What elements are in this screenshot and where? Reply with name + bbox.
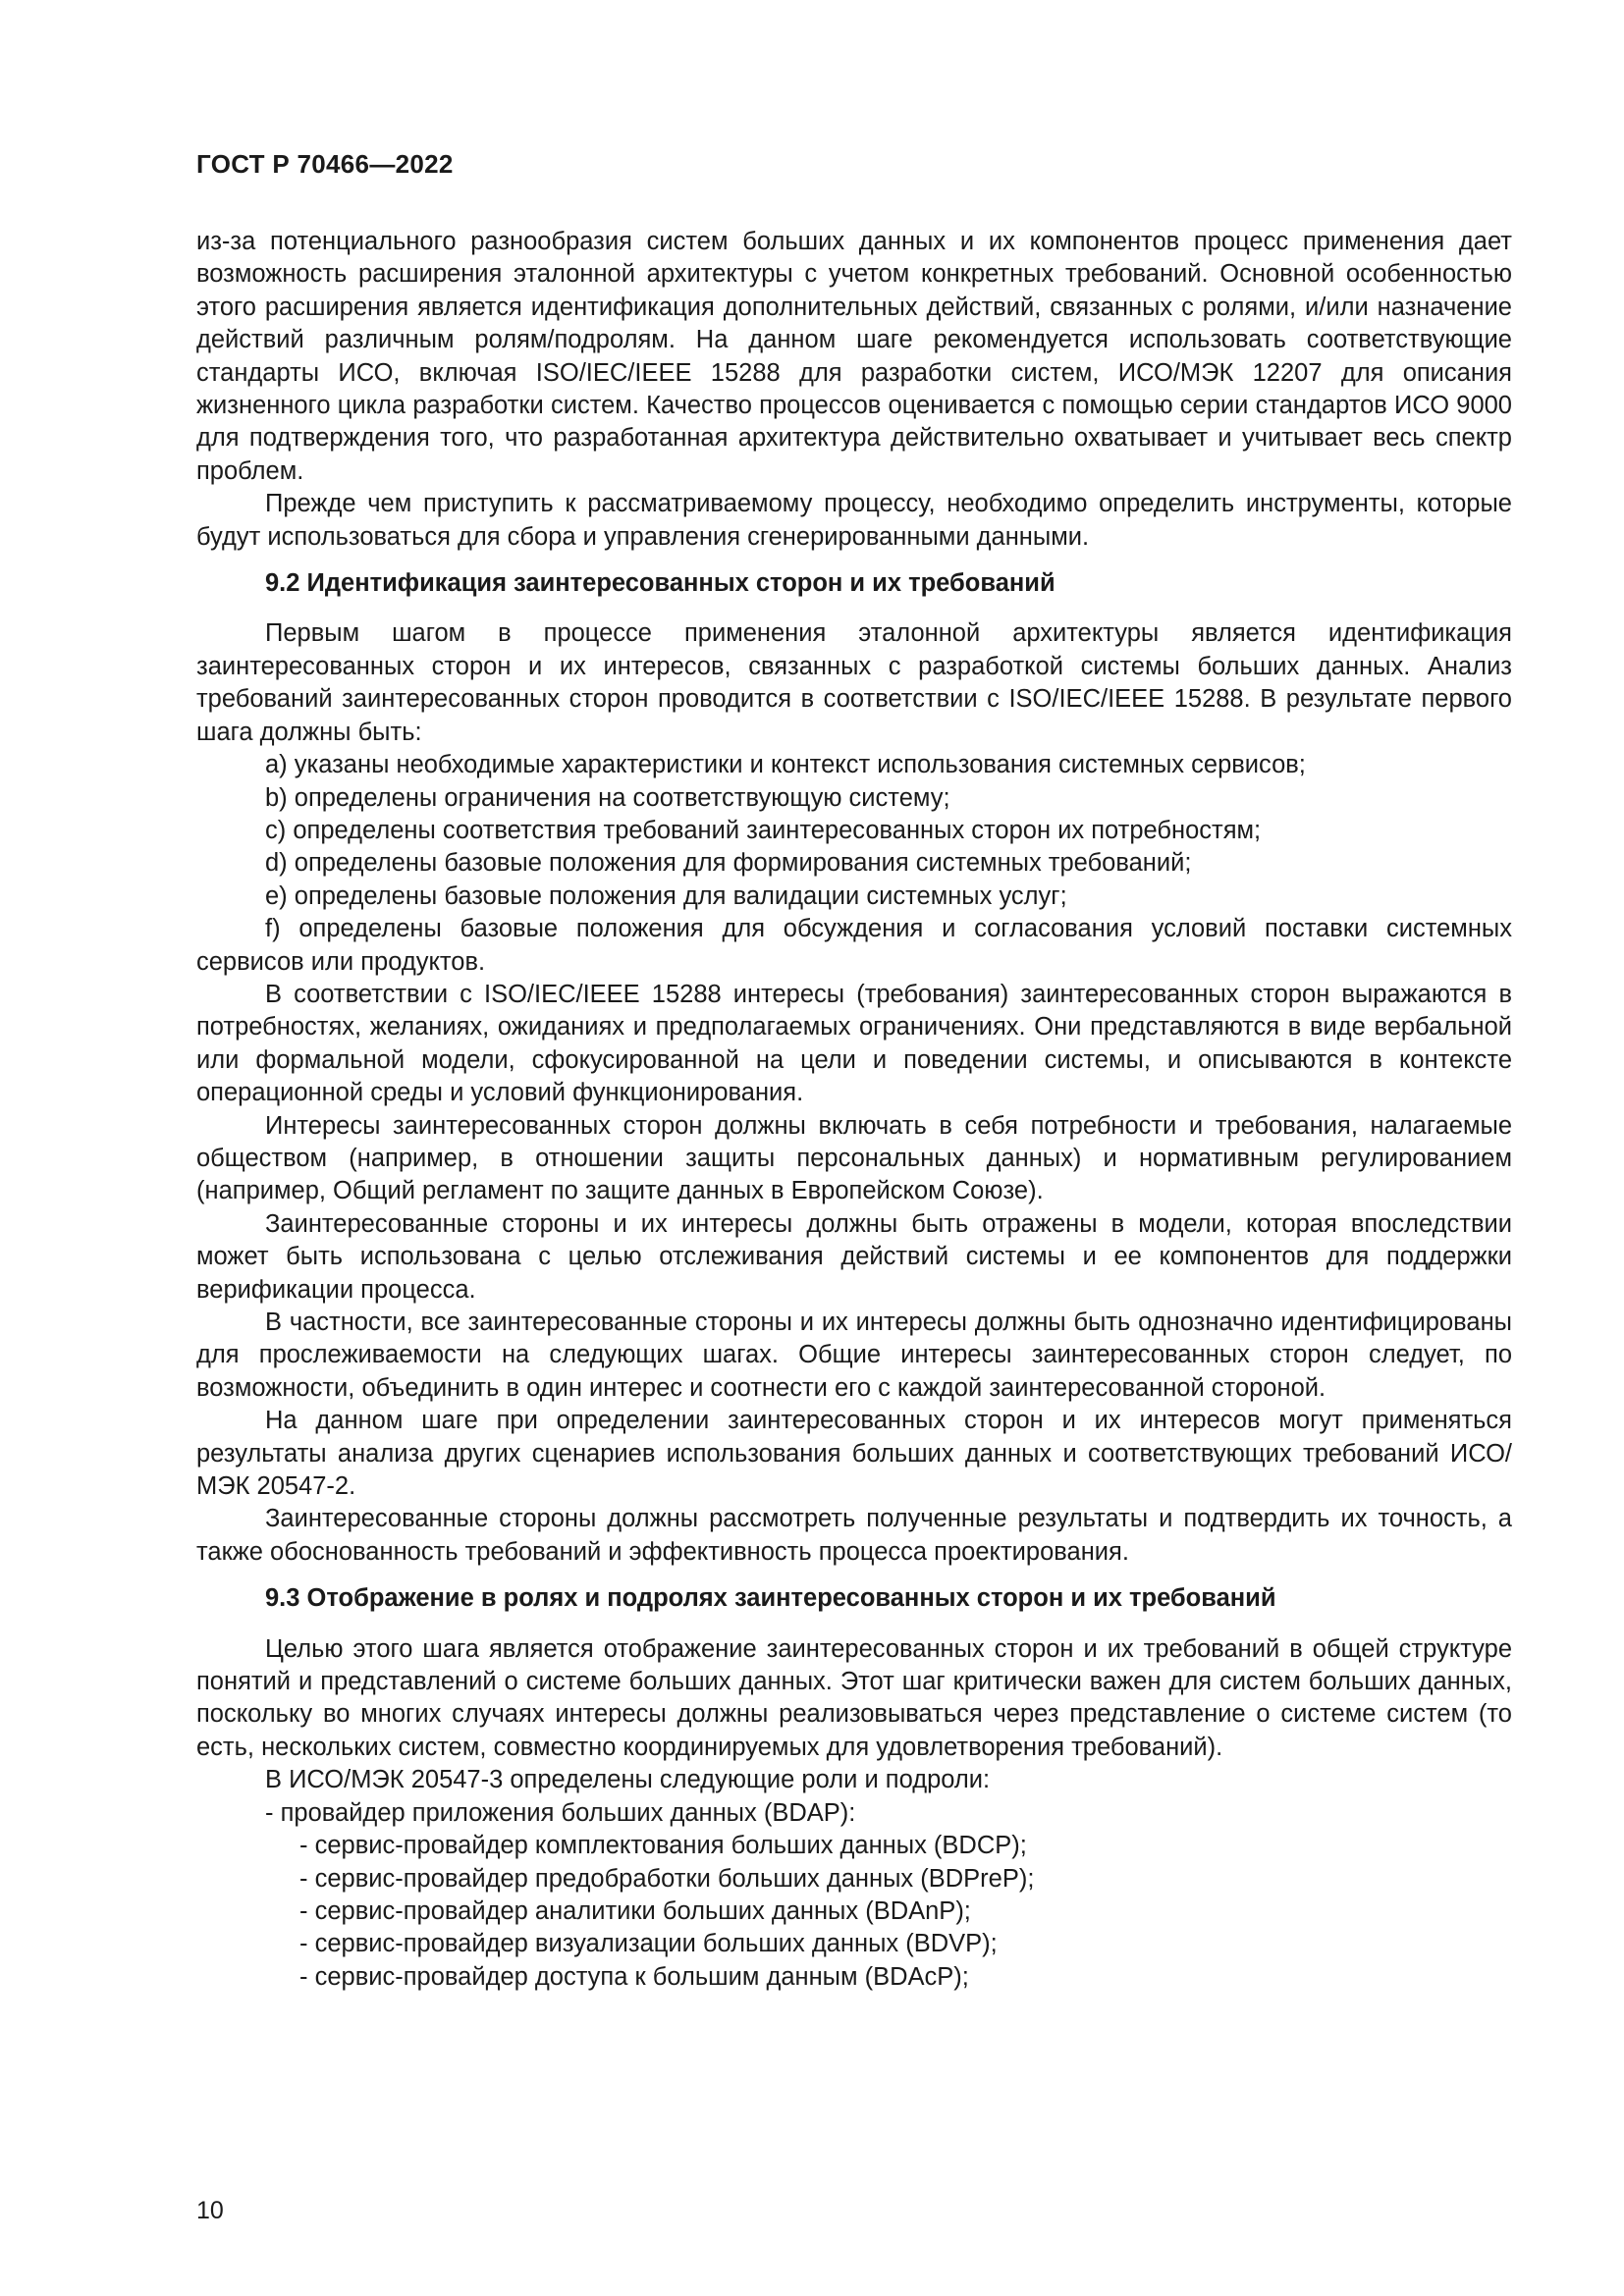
paragraph: Заинтересованные стороны и их интересы должны быть отражены в модели, которая впоследствии может быть использована с целью отслеживания действий системы и ее компонентов для поддержки верификации процесса. [196,1209,1512,1304]
list-item: f) определены базовые положения для обсуждения и согласования условий поставки системных сервисов или продуктов. [196,915,1512,976]
section-heading-9-2: 9.2 Идентификация заинтересованных сторон и их требований [265,569,1056,598]
list-item-subrole: - сервис-провайдер визуализации больших данных (BDVP); [299,1930,998,1958]
paragraph: из-за потенциального разнообразия систем больших данных и их компонентов процесс применения дает возможность расширения эталонной архитектуры с учетом конкретных требований. Основной особенностью этого расширения является идентификация дополнительных действий, связанных с ролями, и/или назначение действий различным ролям/подролям. На данном шаге рекомендуется использовать соответствующие стандарты ИСО, включая ISO/IEC/IEEE 15288 для разработки систем, ИСО/МЭК 12207 для описания жизненного цикла разработки систем. Качество процессов оценивается с помощью серии стандартов ИСО 9000 для подтверждения того, что разработанная архитектура действительно охватывает и учитывает весь спектр проблем. [196,228,1512,485]
list-item: a) указаны необходимые характеристики и контекст использования системных сервисов; [265,751,1306,779]
section-heading-9-3: 9.3 Отображение в ролях и подролях заинтересованных сторон и их требований [265,1584,1276,1613]
list-item-subrole: - сервис-провайдер аналитики больших данных (BDAnP); [299,1896,971,1925]
page-number: 10 [196,2197,224,2224]
list-item-subrole: - сервис-провайдер комплектования больших данных (BDCP); [299,1832,1027,1860]
list-item: d) определены базовые положения для формирования системных требований; [265,849,1192,878]
document-header: ГОСТ Р 70466—2022 [196,149,454,179]
list-item-subrole: - сервис-провайдер предобработки больших данных (BDPreP); [299,1864,1035,1893]
list-item: e) определены базовые положения для валидации системных услуг; [265,881,1067,910]
paragraph: В соответствии с ISO/IEC/IEEE 15288 интересы (требования) заинтересованных сторон выражаются в потребностях, желаниях, ожиданиях и предполагаемых ограничениях. Они представляются в виде вербальной или формальной модели, сфокусированной на цели и поведении системы, и описываются в контексте операционной среды и условий функционирования. [196,980,1512,1107]
list-item: c) определены соответствия требований заинтересованных сторон их потребностям; [265,816,1262,844]
list-item: b) определены ограничения на соответствующую систему; [265,783,950,812]
paragraph: Заинтересованные стороны должны рассмотреть полученные результаты и подтвердить их точность, а также обоснованность требований и эффективность процесса проектирования. [196,1505,1512,1566]
paragraph: Целью этого шага является отображение заинтересованных сторон и их требований в общей структуре понятий и представлений о системе больших данных. Этот шаг критически важен для систем больших данных, поскольку во многих случаях интересы должны реализовываться через представление о системе систем (то есть, нескольких систем, совместно координируемых для удовлетворения требований). [196,1634,1512,1761]
paragraph: Прежде чем приступить к рассматриваемому процессу, необходимо определить инструменты, которые будут использоваться для сбора и управления сгенерированными данными. [196,490,1512,551]
page-body [196,226,1512,1994]
paragraph: В ИСО/МЭК 20547-3 определены следующие роли и подроли: [265,1766,991,1794]
paragraph: На данном шаге при определении заинтересованных сторон и их интересов могут применяться результаты анализа других сценариев использования больших данных и соответствующих требований ИСО/МЭК 20547-2. [196,1407,1512,1501]
paragraph: Интересы заинтересованных сторон должны включать в себя потребности и требования, налагаемые обществом (например, в отношении защиты персональных данных) и нормативным регулированием (например, Общий регламент по защите данных в Европейском Союзе). [196,1111,1512,1205]
list-item-role: - провайдер приложения больших данных (BDAP): [265,1798,856,1827]
paragraph: В частности, все заинтересованные стороны и их интересы должны быть однозначно идентифицированы для прослеживаемости на следующих шагах. Общие интересы заинтересованных сторон следует, по возможности, объединить в один интерес и соотнести его с каждой заинтересованной стороной. [196,1308,1512,1402]
paragraph: Первым шагом в процессе применения эталонной архитектуры является идентификация заинтересованных сторон и их интересов, связанных с разработкой системы больших данных. Анализ требований заинтересованных сторон проводится в соответствии с ISO/IEC/IEEE 15288. В результате первого шага должны быть: [196,619,1512,746]
list-item-subrole: - сервис-провайдер доступа к большим данным (BDAcP); [299,1962,969,1991]
